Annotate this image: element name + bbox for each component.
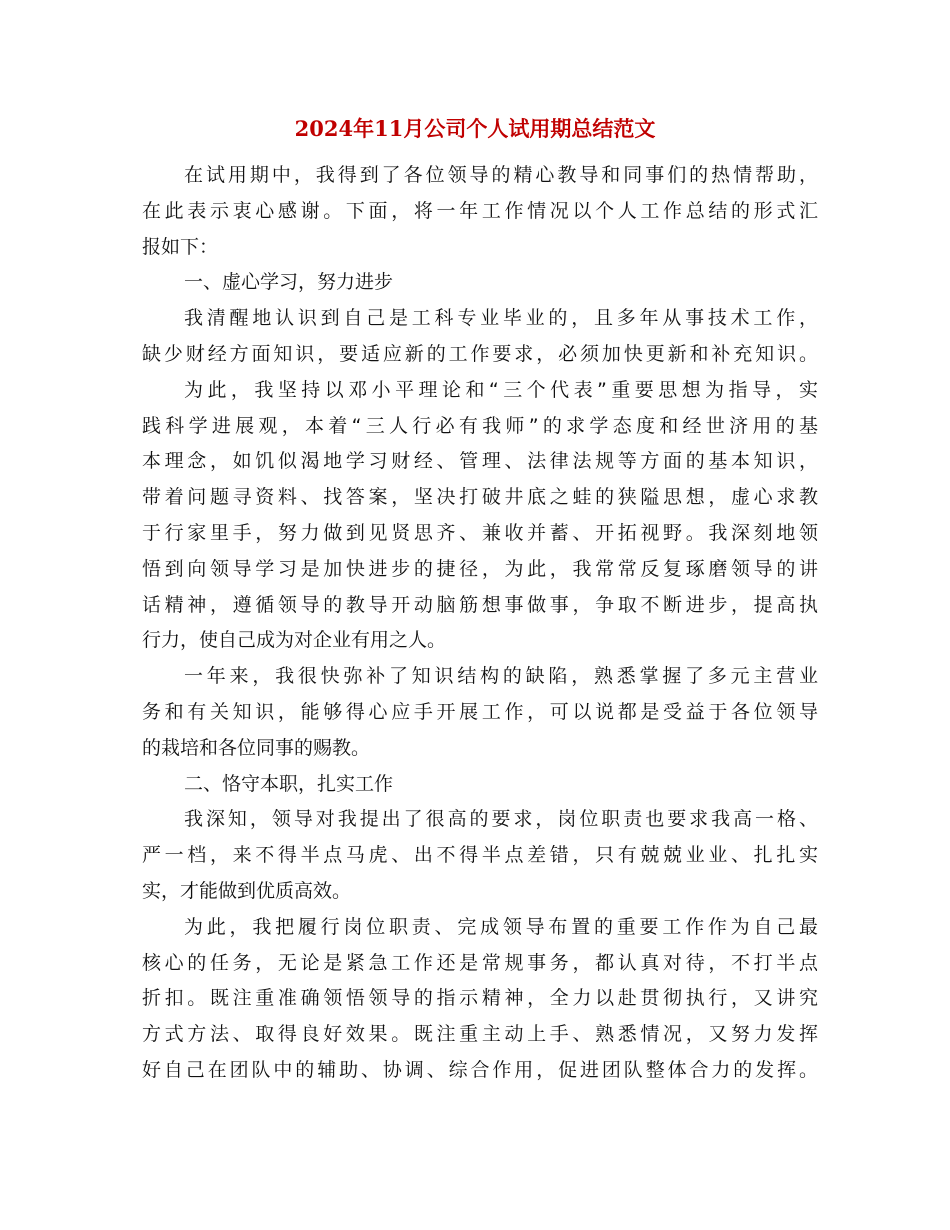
body-line: 缺少财经方面知识，要适应新的工作要求，必须加快更新和补充知识。 xyxy=(142,342,818,365)
document-title: 2024年11月公司个人试用期总结范文 xyxy=(294,116,656,141)
body-line: 在试用期中，我得到了各位领导的精心教导和同事们的热情帮助， xyxy=(184,164,818,186)
body-line: 实，才能做到优质高效。 xyxy=(142,879,352,902)
body-line: 为此，我把履行岗位职责、完成领导布置的重要工作作为自己最 xyxy=(184,915,818,938)
body-line: 二、恪守本职，扎实工作 xyxy=(184,772,394,795)
body-line: 于行家里手，努力做到见贤思齐、兼收并蓄、开拓视野。我深刻地领 xyxy=(142,521,818,544)
body-line: 一年来，我很快弥补了知识结构的缺陷，熟悉掌握了多元主营业 xyxy=(184,665,818,688)
body-line: 行力，使自己成为对企业有用之人。 xyxy=(142,629,447,652)
body-line: 的栽培和各位同事的赐教。 xyxy=(142,736,371,759)
body-line: 在此表示衷心感谢。下面，将一年工作情况以个人工作总结的形式汇 xyxy=(142,199,818,222)
body-line: 好自己在团队中的辅助、协调、综合作用，促进团队整体合力的发挥。 xyxy=(142,1058,818,1081)
body-line: 折扣。既注重准确领悟领导的指示精神，全力以赴贯彻执行，又讲究 xyxy=(142,987,818,1010)
body-line: 本理念，如饥似渴地学习财经、管理、法律法规等方面的基本知识， xyxy=(142,450,818,473)
body-line: 我深知，领导对我提出了很高的要求，岗位职责也要求我高一格、 xyxy=(184,808,818,831)
body-line: 践科学进展观，本着“三人行必有我师”的求学态度和经世济用的基 xyxy=(142,414,818,437)
body-line: 话精神，遵循领导的教导开动脑筋想事做事，争取不断进步，提高执 xyxy=(142,593,818,616)
body-line: 带着问题寻资料、找答案，坚决打破井底之蛙的狭隘思想，虚心求教 xyxy=(142,486,818,509)
body-line: 报如下： xyxy=(142,235,219,258)
body-line: 悟到向领导学习是加快进步的捷径，为此，我常常反复琢磨领导的讲 xyxy=(142,557,818,580)
body-line: 务和有关知识，能够得心应手开展工作，可以说都是受益于各位领导 xyxy=(142,700,818,723)
document-body xyxy=(142,158,818,1089)
body-line: 一、虚心学习，努力进步 xyxy=(184,271,394,294)
body-line: 严一档，来不得半点马虎、出不得半点差错，只有兢兢业业、扎扎实 xyxy=(142,844,818,867)
body-line: 我清醒地认识到自己是工科专业毕业的，且多年从事技术工作， xyxy=(184,307,818,330)
body-line: 为此，我坚持以邓小平理论和“三个代表”重要思想为指导，实 xyxy=(184,378,818,401)
body-line: 核心的任务，无论是紧急工作还是常规事务，都认真对待，不打半点 xyxy=(142,951,818,974)
body-line: 方式方法、取得良好效果。既注重主动上手、熟悉情况，又努力发挥 xyxy=(142,1023,818,1046)
